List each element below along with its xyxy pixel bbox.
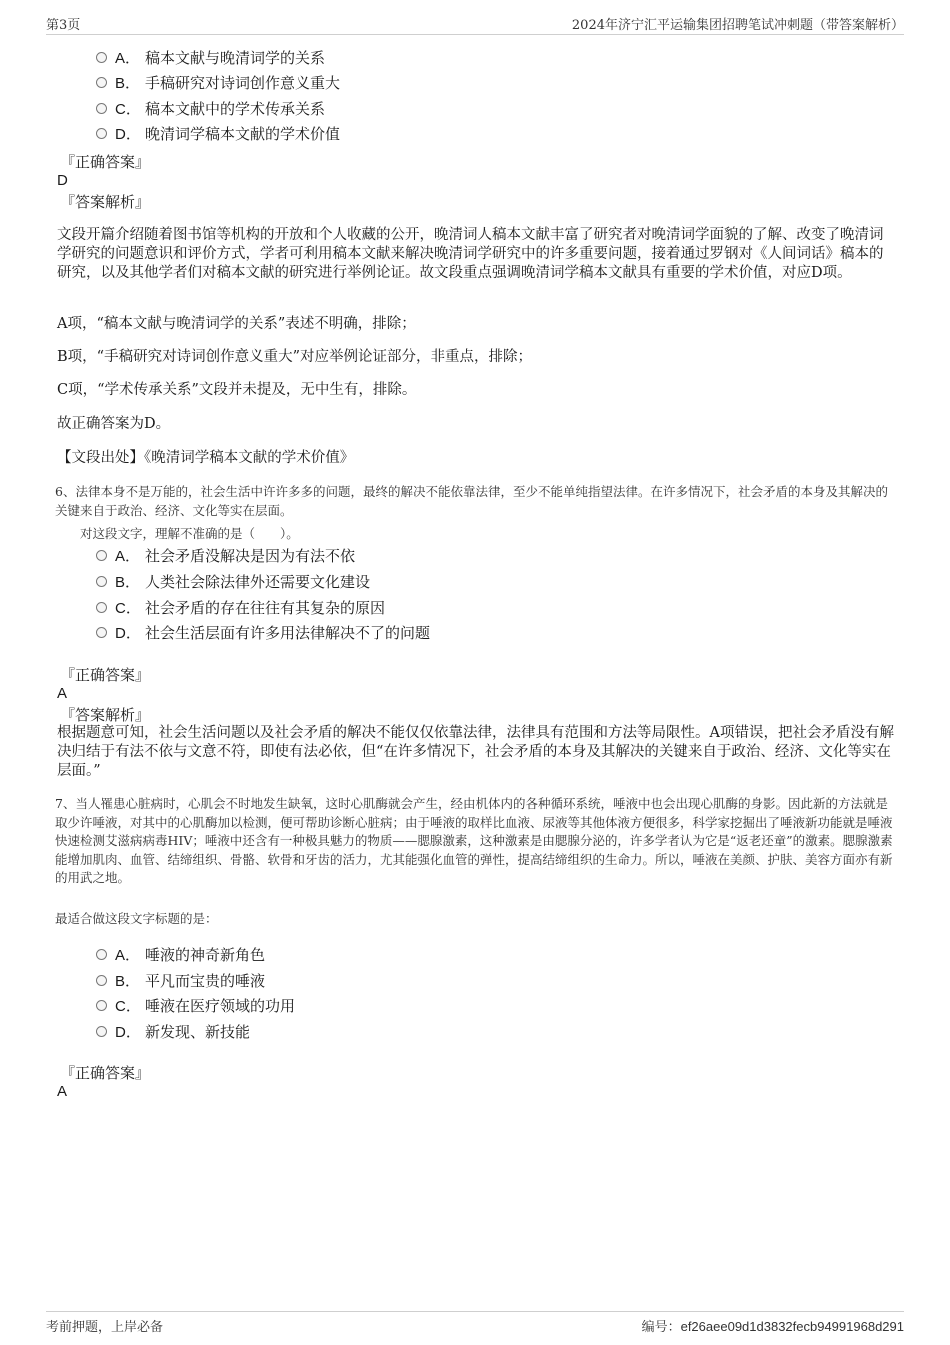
radio-icon[interactable] xyxy=(96,949,107,960)
footer-slogan: 考前押题，上岸必备 xyxy=(46,1320,164,1335)
page-number: 第3页 xyxy=(46,18,81,33)
radio-icon[interactable] xyxy=(96,627,107,638)
q5-analysis-b: B项，“手稿研究对诗词创作意义重大”对应举例论证部分，非重点，排除； xyxy=(57,349,532,365)
q7-option-d[interactable]: D． 新发现、新技能 xyxy=(96,1021,250,1043)
q5-option-d[interactable]: D． 晚清词学稿本文献的学术价值 xyxy=(96,123,340,145)
q6-stem: 6、法律本身不是万能的，社会生活中许许多多的问题，最终的解决不能依靠法律，至少不能单纯指望法律。在许多情况下，社会矛盾的本身及其解决的关键来自于政治、经济、文化等实在层面。 xyxy=(55,484,888,518)
q6-analysis-label: 『答案解析』 xyxy=(60,706,151,724)
q7-answer: A xyxy=(57,1083,68,1100)
footer-code xyxy=(642,1316,904,1335)
q7-option-a[interactable]: A． 唾液的神奇新角色 xyxy=(96,944,265,966)
q6-answer-label: 『正确答案』 xyxy=(60,666,151,684)
radio-icon[interactable] xyxy=(96,77,107,88)
q5-analysis-c: C项，“学术传承关系”文段并未提及，无中生有，排除。 xyxy=(57,382,417,398)
radio-icon[interactable] xyxy=(96,975,107,986)
q5-analysis-label: 『答案解析』 xyxy=(60,193,151,211)
footer-code-value: ef26aee09d1d3832fecb94991968d291 xyxy=(680,1319,904,1334)
radio-icon[interactable] xyxy=(96,550,107,561)
q5-option-a[interactable]: A． 稿本文献与晚清词学的关系 xyxy=(96,47,325,69)
q5-conclusion: 故正确答案为D。 xyxy=(57,416,171,432)
q6-option-c[interactable]: C． 社会矛盾的存在往往有其复杂的原因 xyxy=(96,597,385,619)
footer-code-label: 编号： xyxy=(641,1320,681,1335)
q5-option-c[interactable]: C． 稿本文献中的学术传承关系 xyxy=(96,98,325,120)
page-footer xyxy=(46,1311,904,1336)
q5-answer: D xyxy=(57,172,68,189)
radio-icon[interactable] xyxy=(96,103,107,114)
q5-analysis: 文段开篇介绍随着图书馆等机构的开放和个人收藏的公开，晚清词人稿本文献丰富了研究者对晚清词学面貌的了解、改变了晚清词学研究的问题意识和评价方式，学者可利用稿本文献来解决晚清词学研究中的许多重要问题，接着通过罗钢对《人间词话》稿本的研究，以及其他学者们对稿本文献的研究进行举例论证。故文段重点强调晚清词学稿本文献具有重要的学术价值，对应D项。 xyxy=(57,227,884,281)
q6-option-d[interactable]: D． 社会生活层面有许多用法律解决不了的问题 xyxy=(96,622,430,644)
radio-icon[interactable] xyxy=(96,602,107,613)
radio-icon[interactable] xyxy=(96,52,107,63)
radio-icon[interactable] xyxy=(96,1026,107,1037)
q6-option-a[interactable]: A． 社会矛盾没解决是因为有法不依 xyxy=(96,545,355,567)
q7-answer-label: 『正确答案』 xyxy=(60,1064,151,1082)
radio-icon[interactable] xyxy=(96,1000,107,1011)
radio-icon[interactable] xyxy=(96,576,107,587)
q6-answer: A xyxy=(57,685,68,702)
q5-option-b[interactable]: B． 手稿研究对诗词创作意义重大 xyxy=(96,72,340,94)
q7-stem: 7、当人罹患心脏病时，心肌会不时地发生缺氧，这时心肌酶就会产生，经由机体内的各种循环系统，唾液中也会出现心肌酶的身影。因此新的方法就是取少许唾液，对其中的心肌酶加以检测，便可帮助诊断心脏病；由于唾液的取样比血液、尿液等其他体液方便很多，科学家挖掘出了唾液新功能就是唾液快速检测艾滋病病毒HIV；唾液中还含有一种极具魅力的物质——腮腺激素，这种激素是由腮腺分泌的，许多学者认为它是“返老还童”的激素。腮腺激素能增加肌肉、血管、结缔组织、骨骼、软骨和牙齿的活力，尤其能强化血管的弹性，提高结缔组织的生命力。所以，唾液在美颜、护肤、美容方面亦有新的用武之地。 xyxy=(55,796,893,886)
q6-option-b[interactable]: B． 人类社会除法律外还需要文化建设 xyxy=(96,571,370,593)
q6-analysis: 根据题意可知，社会生活问题以及社会矛盾的解决不能仅仅依靠法律，法律具有范围和方法等局限性。A项错误，把社会矛盾没有解决归结于有法不依与文意不符，即使有法必依，但“在许多情况下，社会矛盾的本身及其解决的关键来自于政治、经济、文化等实在层面。” xyxy=(57,725,894,779)
q7-option-b[interactable]: B． 平凡而宝贵的唾液 xyxy=(96,970,265,992)
q5-answer-label: 『正确答案』 xyxy=(60,153,151,171)
page-header xyxy=(46,14,904,35)
q6-prompt: 对这段文字，理解不准确的是（ ）。 xyxy=(80,526,299,541)
q7-prompt: 最适合做这段文字标题的是： xyxy=(55,911,218,926)
document-title: 2024年济宁汇平运输集团招聘笔试冲刺题（带答案解析） xyxy=(571,18,904,33)
q5-analysis-a: A项，“稿本文献与晚清词学的关系”表述不明确，排除； xyxy=(57,316,416,332)
q7-option-c[interactable]: C． 唾液在医疗领域的功用 xyxy=(96,995,295,1017)
q5-source: 【文段出处】《晚清词学稿本文献的学术价值》 xyxy=(57,450,355,466)
radio-icon[interactable] xyxy=(96,128,107,139)
